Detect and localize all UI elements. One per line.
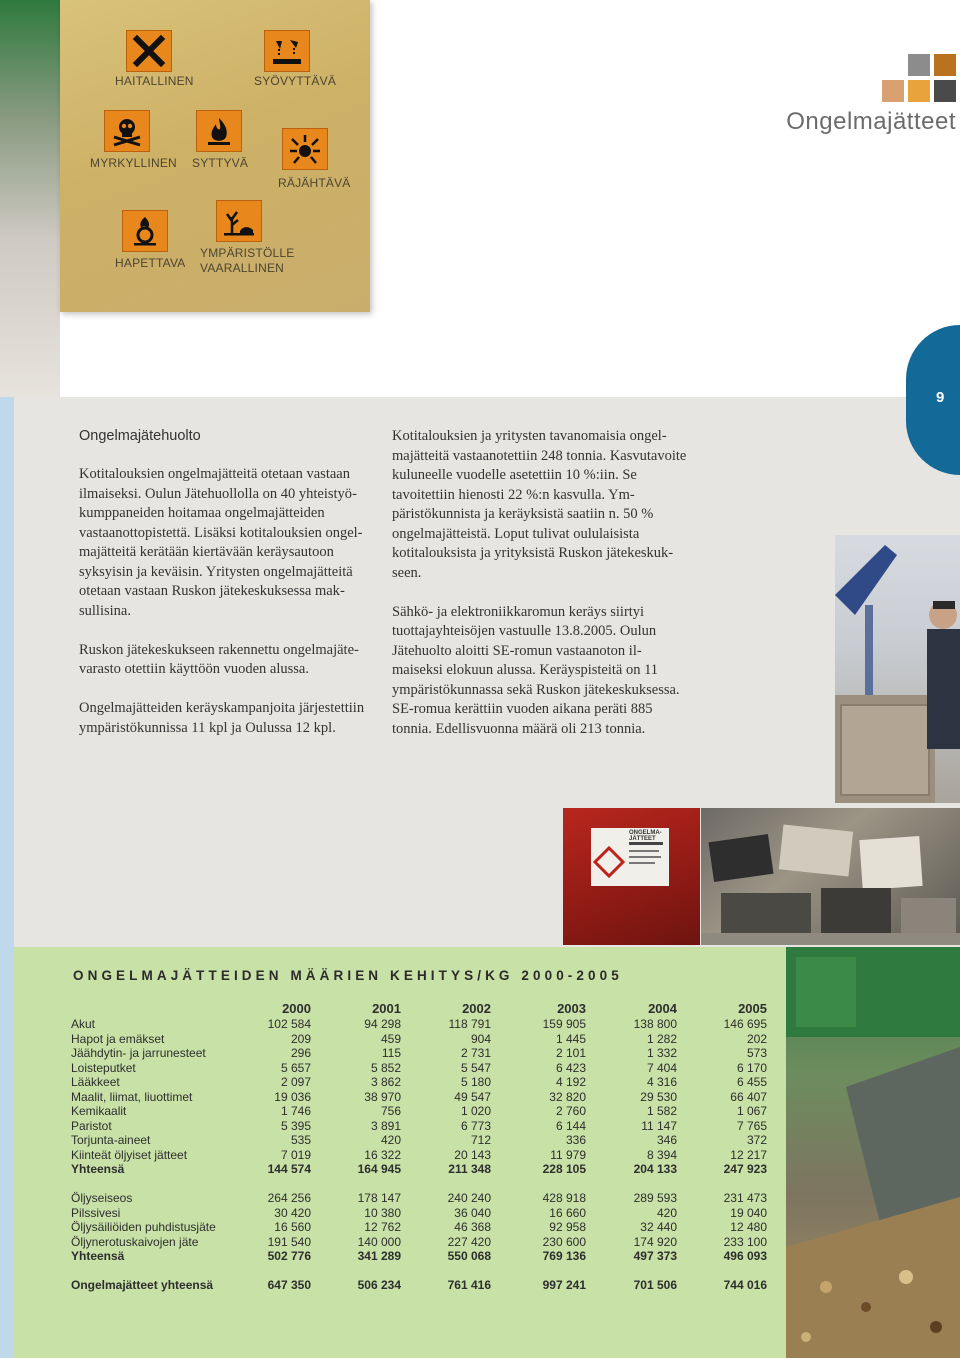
table-row bbox=[71, 1220, 771, 1235]
cell-value: 1 746 bbox=[280, 1104, 311, 1118]
cell-value: 19 040 bbox=[730, 1205, 767, 1220]
cell-value: 92 958 bbox=[549, 1220, 586, 1234]
cell-value: 20 143 bbox=[454, 1147, 491, 1162]
cell-value: 66 407 bbox=[730, 1089, 767, 1104]
cell-value: 49 547 bbox=[454, 1089, 491, 1104]
article-column-2 bbox=[392, 427, 687, 759]
cell-value: 6 170 bbox=[736, 1060, 767, 1075]
year-header: 2005 bbox=[738, 1001, 767, 1016]
row-label: Pilssivesi bbox=[71, 1205, 121, 1220]
photo-battery-conveyor bbox=[786, 947, 960, 1358]
cell-value: 289 593 bbox=[633, 1191, 677, 1205]
cell-value: 191 540 bbox=[267, 1234, 311, 1249]
cell-value: 496 093 bbox=[723, 1249, 767, 1263]
cell-value: 712 bbox=[470, 1133, 491, 1147]
cell-value: 336 bbox=[565, 1133, 586, 1147]
corrosive-icon bbox=[264, 30, 310, 72]
cell-value: 233 100 bbox=[723, 1234, 767, 1249]
table-row bbox=[71, 1133, 771, 1148]
paragraph: Ruskon jätekeskukseen rakennettu ongelmajätevarasto otettiin käyttöön vuoden alussa. bbox=[79, 641, 359, 677]
cell-value: 144 574 bbox=[267, 1162, 311, 1176]
cell-value: 5 395 bbox=[280, 1118, 311, 1133]
row-label: Öljysäiliöiden puhdistusjäte bbox=[71, 1220, 216, 1234]
cell-value: 761 416 bbox=[447, 1278, 491, 1292]
row-label: Kiinteät öljyiset jätteet bbox=[71, 1147, 188, 1162]
row-label: Öljynerotuskaivojen jäte bbox=[71, 1234, 199, 1249]
cell-value: 30 420 bbox=[274, 1205, 311, 1220]
cell-value: 12 217 bbox=[730, 1147, 767, 1162]
cell-value: 502 776 bbox=[267, 1249, 311, 1263]
cell-value: 11 147 bbox=[641, 1118, 677, 1133]
cell-value: 459 bbox=[380, 1031, 401, 1046]
cell-value: 140 000 bbox=[357, 1234, 401, 1249]
cell-value: 211 348 bbox=[448, 1162, 491, 1176]
article-column-1 bbox=[79, 465, 374, 758]
cell-value: 1 445 bbox=[555, 1031, 586, 1046]
skull-icon bbox=[104, 110, 150, 152]
table-row bbox=[71, 1075, 771, 1090]
table-row bbox=[71, 1090, 771, 1105]
photo-background-left bbox=[0, 0, 60, 400]
label-text: ONGELMA- JÄTTEET bbox=[629, 830, 662, 842]
cell-value: 46 368 bbox=[454, 1220, 491, 1234]
hazard-label-environment: YMPÄRISTÖLLE VAARALLINEN bbox=[200, 246, 295, 275]
cell-value: 102 584 bbox=[267, 1017, 311, 1031]
cell-value: 6 144 bbox=[555, 1118, 586, 1133]
waste-amounts-table bbox=[71, 1001, 771, 1293]
cell-value: 4 192 bbox=[555, 1075, 586, 1089]
table-header-row bbox=[71, 1001, 771, 1017]
cell-value: 550 068 bbox=[447, 1249, 491, 1263]
year-header: 2000 bbox=[282, 1001, 311, 1016]
row-label: Yhteensä bbox=[71, 1162, 125, 1176]
cross-icon bbox=[126, 30, 172, 72]
cell-value: 997 241 bbox=[542, 1278, 586, 1292]
year-header: 2002 bbox=[462, 1001, 491, 1016]
cell-value: 1 067 bbox=[736, 1104, 767, 1118]
cell-value: 10 380 bbox=[364, 1205, 401, 1220]
cell-value: 296 bbox=[290, 1046, 311, 1060]
table-subtotal-row bbox=[71, 1162, 771, 1177]
color-square bbox=[934, 54, 956, 76]
cell-value: 228 105 bbox=[542, 1162, 586, 1176]
cell-value: 174 920 bbox=[633, 1234, 677, 1249]
color-square bbox=[908, 80, 930, 102]
table-row bbox=[71, 1032, 771, 1047]
cell-value: 701 506 bbox=[633, 1278, 677, 1292]
color-square bbox=[934, 80, 956, 102]
hazard-label-harmful: HAITALLINEN bbox=[115, 74, 194, 88]
cell-value: 209 bbox=[290, 1031, 311, 1046]
cell-value: 3 891 bbox=[370, 1118, 401, 1133]
row-label: Ongelmajätteet yhteensä bbox=[71, 1278, 214, 1292]
row-label: Jäähdytin- ja jarrunesteet bbox=[71, 1046, 206, 1060]
cell-value: 573 bbox=[746, 1046, 767, 1060]
cell-value: 164 945 bbox=[357, 1162, 401, 1176]
cell-value: 2 760 bbox=[555, 1104, 586, 1118]
row-label: Hapot ja emäkset bbox=[71, 1031, 165, 1046]
cell-value: 16 660 bbox=[549, 1205, 586, 1220]
row-label: Loisteputket bbox=[71, 1060, 136, 1075]
table-row bbox=[71, 1191, 771, 1206]
cell-value: 12 762 bbox=[364, 1220, 401, 1234]
cell-value: 202 bbox=[746, 1031, 767, 1046]
cell-value: 7 765 bbox=[736, 1118, 767, 1133]
hazard-label-oxidizing: HAPETTAVA bbox=[115, 256, 186, 270]
year-header: 2004 bbox=[648, 1001, 677, 1016]
cell-value: 420 bbox=[656, 1205, 677, 1220]
article-heading: Ongelmajätehuolto bbox=[79, 428, 201, 444]
environment-icon bbox=[216, 200, 262, 242]
cell-value: 247 923 bbox=[723, 1162, 767, 1176]
cell-value: 744 016 bbox=[723, 1278, 767, 1292]
cell-value: 230 600 bbox=[542, 1234, 586, 1249]
row-label: Lääkkeet bbox=[71, 1075, 120, 1089]
table-group-hazardous bbox=[71, 1017, 771, 1162]
cell-value: 7 404 bbox=[646, 1060, 677, 1075]
cell-value: 3 862 bbox=[370, 1075, 401, 1089]
cell-value: 32 820 bbox=[549, 1089, 586, 1104]
cell-value: 535 bbox=[290, 1133, 311, 1147]
row-label: Paristot bbox=[71, 1118, 112, 1133]
hazard-symbols-poster bbox=[60, 0, 370, 312]
table-row bbox=[71, 1017, 771, 1032]
cell-value: 159 905 bbox=[542, 1017, 586, 1031]
hazard-label-corrosive: SYÖVYTTÄVÄ bbox=[254, 74, 337, 88]
cell-value: 16 322 bbox=[364, 1147, 401, 1162]
cell-value: 756 bbox=[380, 1104, 401, 1118]
cell-value: 7 019 bbox=[280, 1147, 311, 1162]
table-row bbox=[71, 1046, 771, 1061]
cell-value: 94 298 bbox=[364, 1017, 401, 1031]
cell-value: 1 582 bbox=[646, 1104, 677, 1118]
table-grand-total-row bbox=[71, 1278, 771, 1293]
cell-value: 12 480 bbox=[730, 1220, 767, 1234]
hazard-label-toxic: MYRKYLLINEN bbox=[90, 156, 177, 170]
cell-value: 38 970 bbox=[364, 1089, 401, 1104]
cell-value: 769 136 bbox=[542, 1249, 586, 1263]
hazard-label-flammable: SYTTYVÄ bbox=[192, 156, 249, 170]
cell-value: 146 695 bbox=[723, 1017, 767, 1031]
cell-value: 6 423 bbox=[555, 1060, 586, 1075]
cell-value: 36 040 bbox=[454, 1205, 491, 1220]
table-row bbox=[71, 1148, 771, 1163]
cell-value: 2 731 bbox=[460, 1046, 491, 1060]
section-title: Ongelmajätteet bbox=[786, 108, 956, 135]
cell-value: 1 282 bbox=[646, 1031, 677, 1046]
cell-value: 118 791 bbox=[448, 1017, 491, 1031]
cell-value: 428 918 bbox=[542, 1191, 586, 1205]
year-header: 2003 bbox=[557, 1001, 586, 1016]
row-label: Torjunta-aineet bbox=[71, 1133, 151, 1147]
table-row bbox=[71, 1061, 771, 1076]
photo-batteries bbox=[701, 808, 960, 945]
cell-value: 497 373 bbox=[633, 1249, 677, 1263]
cell-value: 138 800 bbox=[633, 1017, 677, 1031]
cell-value: 8 394 bbox=[646, 1147, 677, 1162]
cell-value: 341 289 bbox=[357, 1249, 401, 1263]
cell-value: 16 560 bbox=[274, 1220, 311, 1234]
cell-value: 5 657 bbox=[280, 1060, 311, 1075]
cell-value: 204 133 bbox=[633, 1162, 677, 1176]
cell-value: 4 316 bbox=[646, 1075, 677, 1089]
cell-value: 5 852 bbox=[370, 1060, 401, 1075]
cell-value: 372 bbox=[746, 1133, 767, 1147]
cell-value: 5 180 bbox=[460, 1075, 491, 1089]
table-group-oily-waste bbox=[71, 1191, 771, 1249]
table-row bbox=[71, 1206, 771, 1221]
cell-value: 264 256 bbox=[267, 1191, 311, 1205]
cell-value: 231 473 bbox=[723, 1191, 767, 1205]
photo-hazard-label bbox=[563, 808, 700, 945]
paragraph: Kotitalouksien ja yritysten tavanomaisia ongelmajätteitä vastaanotettiin 248 tonnia. Kasvutavoite kuluneelle vuodelle asetettiin 10 %:iin. Se tavoitettiin hienosti 22 %:n kasvulla. Ympäristökunnista ja keräyksistä saatiin n. 50 % ongelmajätteistä. Loput tulivat oululaisista kotitalouksista ja yrityksistä Ruskon jätekeskukseen. bbox=[392, 428, 687, 581]
table-title: ONGELMAJÄTTEIDEN MÄÄRIEN KEHITYS/KG 2000-2005 bbox=[73, 968, 623, 983]
cell-value: 1 332 bbox=[646, 1046, 677, 1060]
table-row bbox=[71, 1104, 771, 1119]
paragraph: Ongelmajätteiden keräyskampanjoita järjestettiin ympäristökunnissa 11 kpl ja Oulussa 12 kpl. bbox=[79, 700, 365, 736]
cell-value: 29 530 bbox=[640, 1089, 677, 1104]
cell-value: 227 420 bbox=[447, 1234, 491, 1249]
color-square bbox=[908, 54, 930, 76]
paragraph: Sähkö- ja elektroniikkaromun keräys siirtyi tuottajayhteisöjen vastuulle 13.8.2005. Oulun Jätehuolto aloitti SE-romun vastaanoton ilmaiseksi elokuun alussa. Keräyspisteitä on 11 ympäristökunnassa sekä Ruskon jätekeskuksessa. SE-romua kerättiin vuoden aikana peräti 885 tonnia. Edellisvuonna määrä oli 213 tonnia. bbox=[392, 603, 680, 737]
photo-worker-with-container bbox=[835, 535, 960, 803]
table-subtotal-row bbox=[71, 1249, 771, 1264]
paragraph: Kotitalouksien ongelmajätteitä otetaan vastaan ilmaiseksi. Oulun Jätehuollolla on 40 yhteistyökumppaneiden hoitamaa ongelmajätteiden vastaanottopistettä. Lisäksi kotitalouksien ongelmajätteitä kerätään kiertävään keräysautoon syksyisin ja keväisin. Yritysten ongelmajätteitä otetaan vastaan Ruskon jätekeskuksessa maksullisina. bbox=[79, 466, 363, 619]
cell-value: 11 979 bbox=[550, 1147, 586, 1162]
flame-icon bbox=[196, 110, 242, 152]
row-label: Maalit, liimat, liuottimet bbox=[71, 1089, 193, 1104]
hazard-label-explosive: RÄJÄHTÄVÄ bbox=[278, 176, 351, 190]
cell-value: 2 097 bbox=[280, 1075, 311, 1089]
page-number: 9 bbox=[936, 389, 945, 406]
table-row bbox=[71, 1235, 771, 1250]
explosion-icon bbox=[282, 128, 328, 170]
cell-value: 346 bbox=[656, 1133, 677, 1147]
brand-color-squares bbox=[880, 54, 960, 106]
cell-value: 240 240 bbox=[447, 1191, 491, 1205]
table-row bbox=[71, 1119, 771, 1134]
row-label: Kemikaalit bbox=[71, 1104, 127, 1118]
cell-value: 5 547 bbox=[460, 1060, 491, 1075]
cell-value: 178 147 bbox=[357, 1191, 401, 1205]
year-header: 2001 bbox=[372, 1001, 401, 1016]
cell-value: 115 bbox=[381, 1046, 401, 1060]
row-label: Öljyseiseos bbox=[71, 1191, 133, 1205]
cell-value: 19 036 bbox=[274, 1089, 311, 1104]
cell-value: 1 020 bbox=[460, 1104, 491, 1118]
page-edge-stripe bbox=[0, 397, 14, 1358]
row-label: Yhteensä bbox=[71, 1249, 125, 1263]
cell-value: 6 455 bbox=[736, 1075, 767, 1089]
row-label: Akut bbox=[71, 1017, 96, 1031]
cell-value: 6 773 bbox=[460, 1118, 491, 1133]
cell-value: 647 350 bbox=[267, 1278, 311, 1292]
color-square bbox=[882, 80, 904, 102]
cell-value: 904 bbox=[470, 1031, 491, 1046]
cell-value: 420 bbox=[380, 1133, 401, 1147]
oxidizing-icon bbox=[122, 210, 168, 252]
cell-value: 506 234 bbox=[357, 1278, 401, 1292]
cell-value: 2 101 bbox=[555, 1046, 586, 1060]
cell-value: 32 440 bbox=[640, 1220, 677, 1234]
